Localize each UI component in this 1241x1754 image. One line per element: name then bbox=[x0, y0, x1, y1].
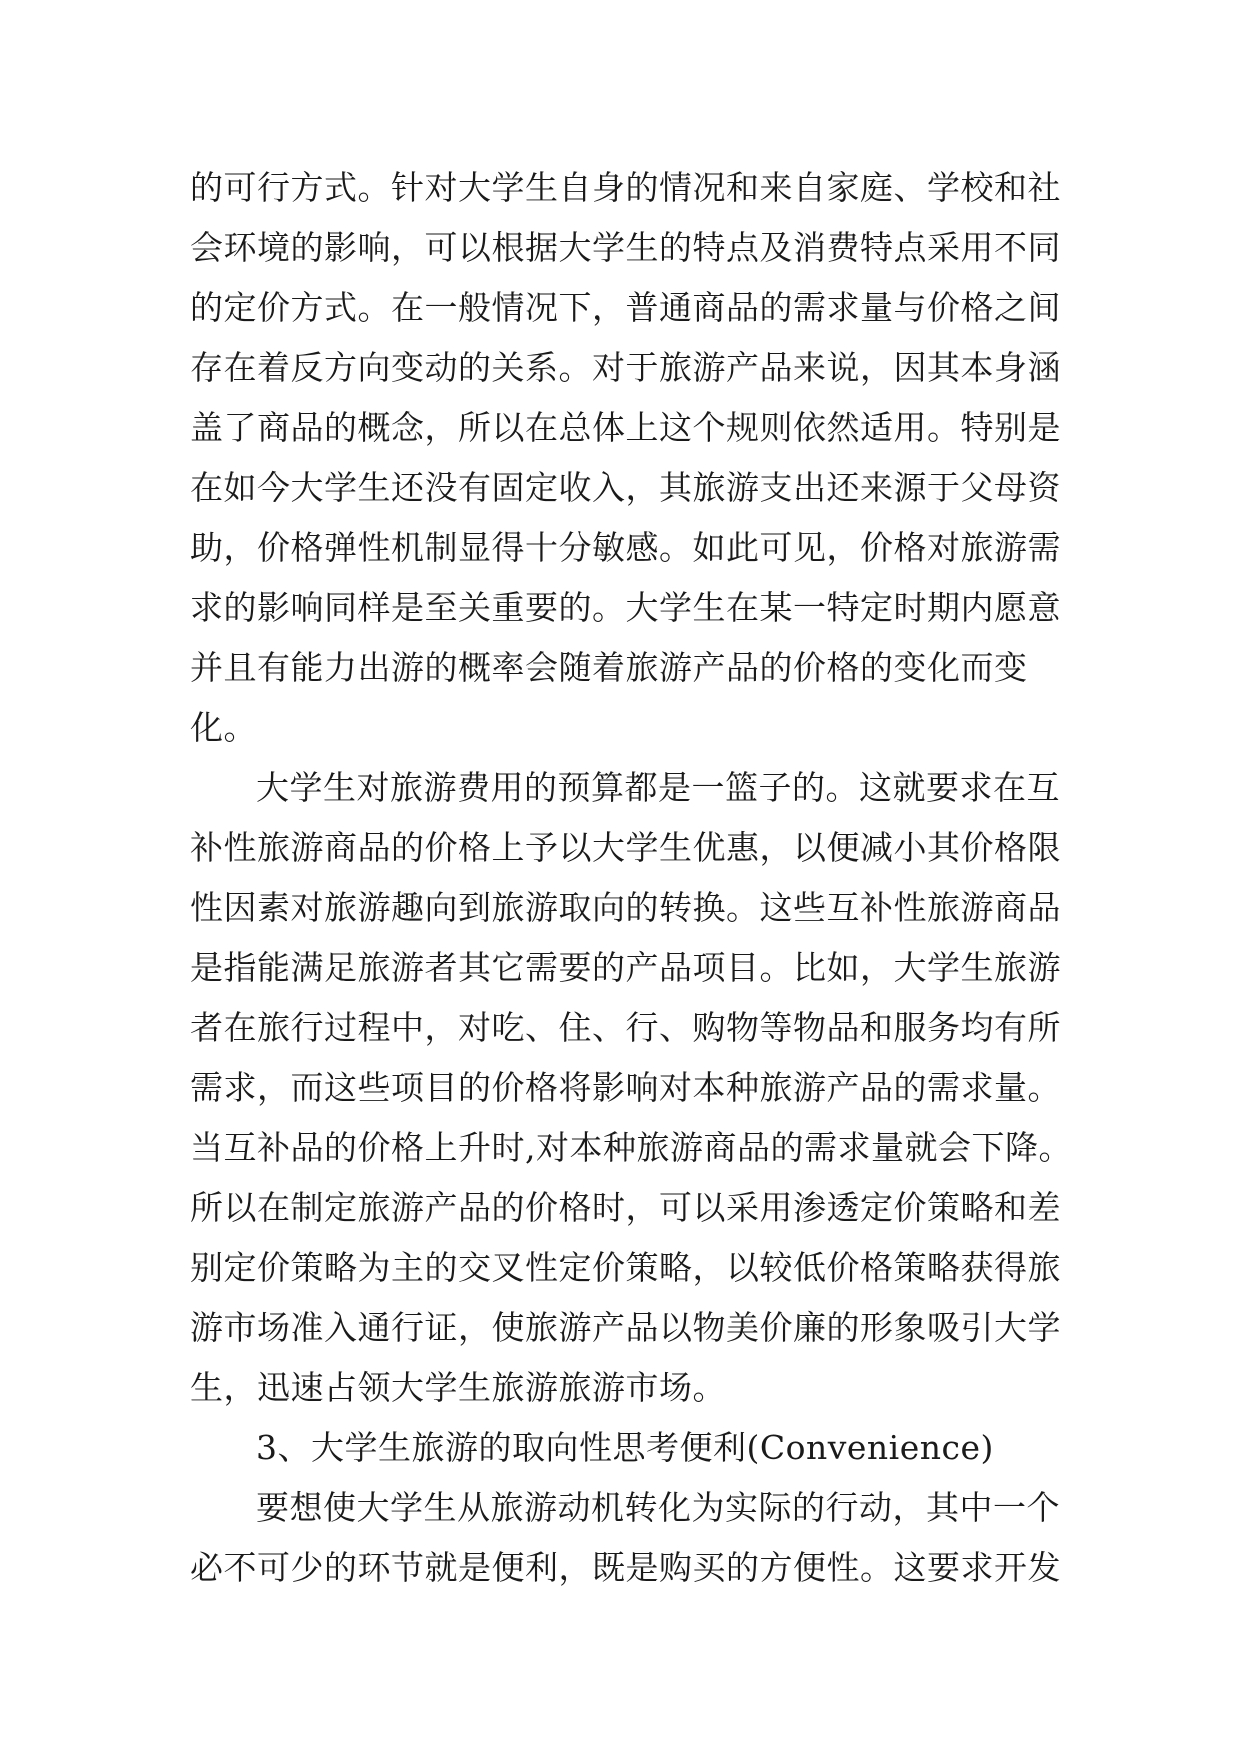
text-line: 要想使大学生从旅游动机转化为实际的行动，其中一个 bbox=[256, 1488, 1060, 1527]
text-line: 大学生对旅游费用的预算都是一篮子的。这就要求在互 bbox=[256, 768, 1060, 807]
paragraph-convenience bbox=[190, 1478, 1070, 1598]
text-line: 会环境的影响，可以根据大学生的特点及消费特点采用不同 bbox=[190, 228, 1061, 267]
section-heading: 3、大学生旅游的取向性思考便利(Convenience) bbox=[256, 1428, 994, 1467]
text-line: 性因素对旅游趣向到旅游取向的转换。这些互补性旅游商品 bbox=[190, 888, 1061, 927]
text-line: 助，价格弹性机制显得十分敏感。如此可见，价格对旅游需 bbox=[190, 528, 1061, 567]
text-line: 在如今大学生还没有固定收入，其旅游支出还来源于父母资 bbox=[190, 468, 1061, 507]
text-line: 所以在制定旅游产品的价格时，可以采用渗透定价策略和差 bbox=[190, 1188, 1061, 1227]
paragraph-complementary-goods bbox=[190, 758, 1070, 1418]
text-line: 者在旅行过程中，对吃、住、行、购物等物品和服务均有所 bbox=[190, 1008, 1061, 1047]
document-body bbox=[190, 158, 1070, 1598]
text-line: 需求，而这些项目的价格将影响对本种旅游产品的需求量。 bbox=[190, 1068, 1061, 1107]
text-line: 化。 bbox=[190, 708, 257, 747]
text-line: 并且有能力出游的概率会随着旅游产品的价格的变化而变 bbox=[190, 648, 1028, 687]
text-line: 生，迅速占领大学生旅游旅游市场。 bbox=[190, 1368, 726, 1407]
text-line: 游市场准入通行证，使旅游产品以物美价廉的形象吸引大学 bbox=[190, 1308, 1061, 1347]
text-line: 必不可少的环节就是便利，既是购买的方便性。这要求开发 bbox=[190, 1548, 1061, 1587]
text-line: 是指能满足旅游者其它需要的产品项目。比如，大学生旅游 bbox=[190, 948, 1061, 987]
text-line: 存在着反方向变动的关系。对于旅游产品来说，因其本身涵 bbox=[190, 348, 1061, 387]
text-line: 的可行方式。针对大学生自身的情况和来自家庭、学校和社 bbox=[190, 168, 1061, 207]
text-line: 当互补品的价格上升时,对本种旅游商品的需求量就会下降。 bbox=[190, 1128, 1072, 1167]
text-line: 补性旅游商品的价格上予以大学生优惠，以便减小其价格限 bbox=[190, 828, 1061, 867]
text-line: 的定价方式。在一般情况下，普通商品的需求量与价格之间 bbox=[190, 288, 1061, 327]
text-line: 求的影响同样是至关重要的。大学生在某一特定时期内愿意 bbox=[190, 588, 1061, 627]
paragraph-pricing-methods bbox=[190, 158, 1070, 758]
text-line: 盖了商品的概念，所以在总体上这个规则依然适用。特别是 bbox=[190, 408, 1061, 447]
text-line: 别定价策略为主的交叉性定价策略，以较低价格策略获得旅 bbox=[190, 1248, 1061, 1287]
